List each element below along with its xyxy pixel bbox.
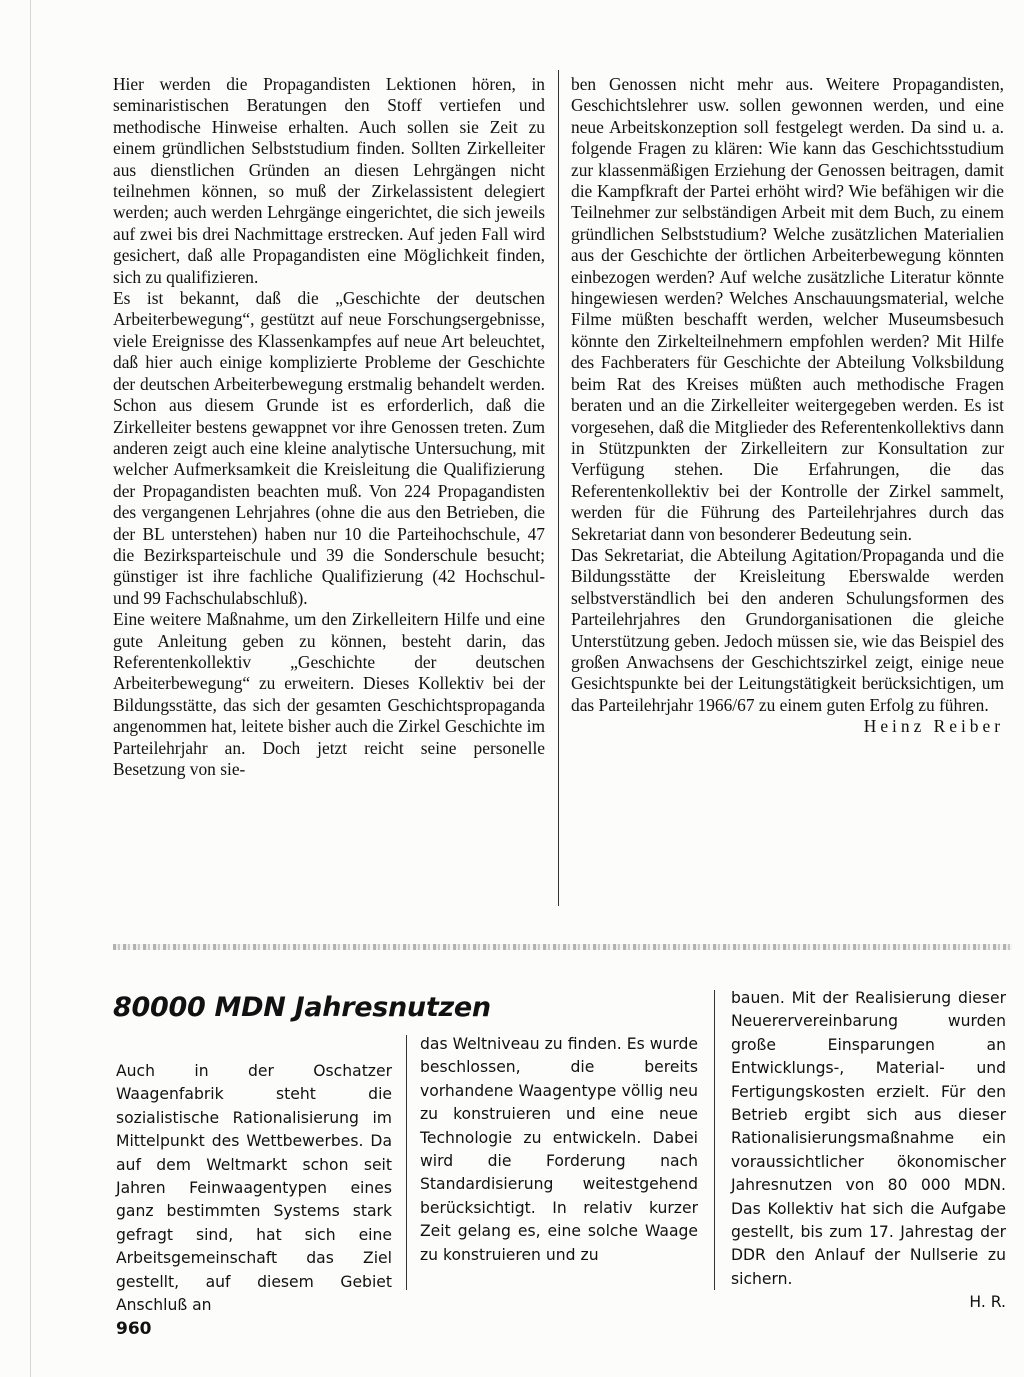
section-divider [113,944,1012,950]
article1-paragraph: Es ist bekannt, daß die „Geschichte der deutschen Arbeiterbewegung“, gestützt auf neue Forschungsergebnisse, viele Ereignisse des Klassenkampfes auf neue Art beleuchtet, daß hier auch einige komplizierte Probleme der Geschichte der deutschen Arbeiterbewegung erstmalig behandelt werden. Schon aus diesem Grunde ist es erforderlich, daß die Zirkelleiter bestens gewappnet vor ihre Genossen treten. Zum anderen zeigt auch eine kleine analytische Untersuchung, mit welcher Aufmerksamkeit die Kreisleitung die Qualifizierung der Propagandisten beachten muß. Von 224 Propagandisten des vergangenen Lehrjahres (ohne die aus den Betrieben, die der BL unterstehen) haben nur 10 die Parteihochschule, 47 die Bezirksparteischule und 39 die Sonderschule besucht; günstiger ist ihre fachliche Qualifizierung (42 Hochschul- und 99 Fachschulabschluß). [113,288,545,608]
article1-paragraph: Eine weitere Maßnahme, um den Zirkelleitern Hilfe und eine gute Anleitung geben zu können, besteht darin, das Referentenkollektiv „Geschichte der deutschen Arbeiterbewegung“ zu erweitern. Dieses Kollektiv bei der Bildungsstätte, das sich der gesamten Geschichtspropaganda angenommen hat, leitete bisher auch die Zirkel Geschichte im Parteilehrjahr an. Doch jetzt reicht seine personelle Besetzung von sie- [113,609,545,779]
scan-edge [30,0,31,1377]
article2-signature: H. R. [969,1293,1006,1312]
article1-paragraph: Hier werden die Propagandisten Lektionen hören, in seminaristischen Beratungen den Stoff vertiefen und methodische Hinweise erhalten. Auch sollen sie Zeit zu einem gründlichen Selbststudium finden. Sollten Zirkelleiter aus dienstlichen Gründen an diesen Lehrgängen nicht teilnehmen können, so muß der Zirkelassistent delegiert werden; auch werden Lehrgänge eingerichtet, die sich jeweils auf zwei bis drei Nachmittage erstrecken. Auf jeden Fall wird gesichert, daß alle Propagandisten eine Möglichkeit finden, sich zu qualifizieren. [113,74,545,287]
article1-left-column [113,74,545,780]
article2-column-right [731,987,1006,1315]
article1-paragraph: Das Sekretariat, die Abteilung Agitation/Propaganda und die Bildungsstätte der Kreisleitung Eberswalde werden selbstverständlich bei den anderen Schulungsformen des Parteilehrjahres den Grundorganisationen die gleiche Unterstützung geben. Jedoch müssen sie, wie das Beispiel des großen Anwachsens der Geschichtszirkel zeigt, einige neue Gesichtspunkte bei der Leitungstätigkeit berücksichtigen, um das Parteilehrjahr 1966/67 zu einem guten Erfolg zu führen. [571,544,1004,715]
article2-headline: 80000 MDN Jahresnutzen [113,992,491,1023]
article2-column-middle: das Weltniveau zu finden. Es wurde beschlossen, die bereits vorhandene Waagentype völlig neu zu konstruieren und eine neue Technologie zu entwickeln. Dabei wird die Forderung nach Standardisierung weitestgehend berücksichtigt. In relativ kurzer Zeit gelang es, eine solche Waage zu konstruieren und zu [420,1035,698,1264]
page-number: 960 [116,1319,152,1339]
column-rule [714,990,715,1290]
column-rule [406,1035,407,1290]
article2-column-right-text: bauen. Mit der Realisierung dieser Neuerervereinbarung wurden große Einsparungen an Entwicklungs-, Material- und Fertigungskosten erzielt. Für den Betrieb ergibt sich aus dieser Rationalisierungsmaßnahme ein voraussichtlicher ökonomischer Jahresnutzen von 80 000 MDN. Das Kollektiv hat sich die Aufgabe gestellt, bis zum 17. Jahrestag der DDR den Anlauf der Nullserie zu sichern. [731,989,1006,1288]
column-rule [558,70,559,906]
article1-signature: Heinz Reiber [863,716,1004,737]
article2-column-left: Auch in der Oschatzer Waagenfabrik steht die sozialistische Rationalisierung im Mittelpunkt des Wettbewerbes. Da auf dem Weltmarkt schon seit Jahren Feinwaagentypen eines ganz bestimmten Systems stark gefragt sind, hat sich eine Arbeitsgemeinschaft das Ziel gestellt, auf diesem Gebiet Anschluß an [116,1062,392,1315]
article1-right-column [571,74,1004,738]
article1-paragraph: ben Genossen nicht mehr aus. Weitere Propagandisten, Geschichtslehrer usw. sollen gewonnen werden, und eine neue Arbeitskonzeption soll festgelegt werden. Da sind u. a. folgende Fragen zu klären: Wie kann das Geschichtsstudium zur klassenmäßigen Erziehung der Genossen beitragen, damit die Kampfkraft der Partei erhöht wird? Wie befähigen wir die Teilnehmer zur selbständigen Arbeit mit dem Buch, zu einem gründlichen Selbststudium? Welche zusätzlichen Materialien aus der Geschichte der örtlichen Arbeiterbewegung könnten einbezogen werden? Auf welche zusätzliche Literatur könnte hingewiesen werden? Welches Anschauungsmaterial, welche Filme müßten beschafft werden, welcher Museumsbesuch könnte den Zirkelteilnehmern empfohlen werden? Mit Hilfe des Fachberaters für Geschichte der Abteilung Volksbildung beim Rat des Kreises müßten auch methodische Fragen beraten und an die Zirkelleiter weitergegeben werden. Es ist vorgesehen, daß die Mitglieder des Referentenkollektivs dann in Stützpunkten der Zirkelleitern zur Konsultation zur Verfügung stehen. Die Erfahrungen, die das Referentenkollektiv bei der Kontrolle der Zirkel sammelt, werden für die Führung des Parteilehrjahres durch das Sekretariat dann von besonderer Bedeutung sein. [571,74,1004,544]
